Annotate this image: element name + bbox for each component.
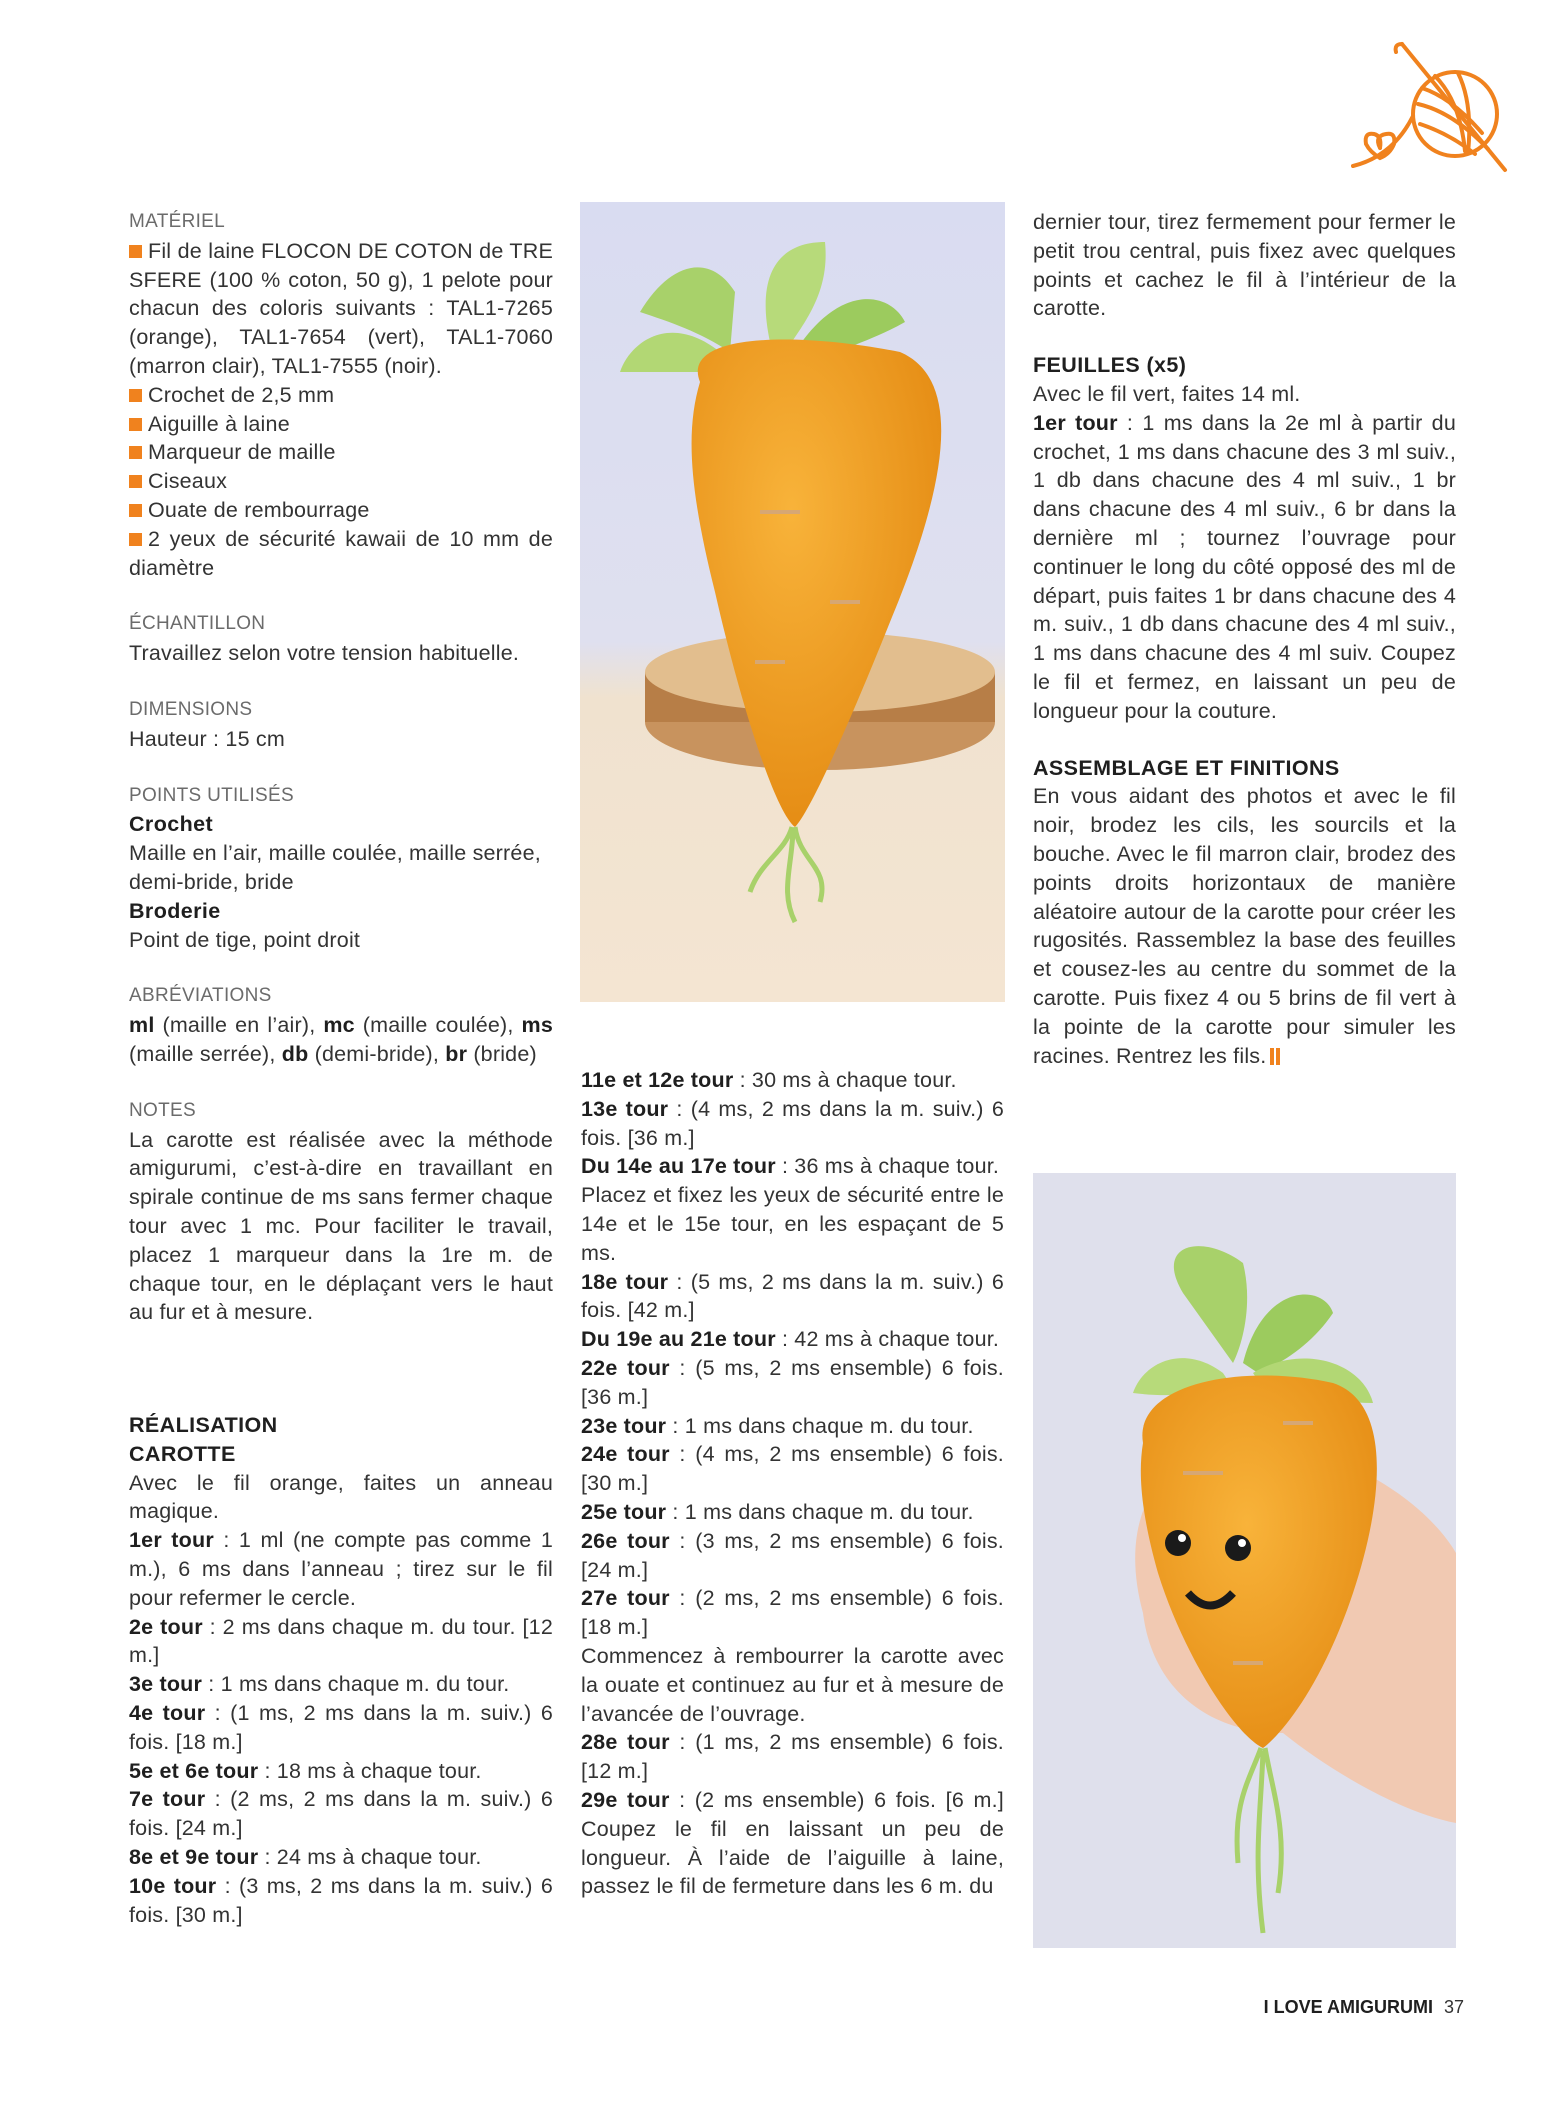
materiel-item: 2 yeux de sécurité kawaii de 10 mm de diamètre bbox=[129, 526, 553, 580]
carotte-intro: Avec le fil orange, faites un anneau magique. bbox=[129, 1470, 553, 1524]
carrot-photo-2 bbox=[1033, 1173, 1456, 1948]
round-item: 8e et 9e tour : 24 ms à chaque tour. bbox=[129, 1845, 482, 1870]
notes-heading: NOTES bbox=[129, 1099, 196, 1121]
echantillon-text: Travaillez selon votre tension habituelle. bbox=[129, 641, 520, 666]
round-item: 13e tour : (4 ms, 2 ms dans la m. suiv.) 6 fois. [36 m.] bbox=[581, 1096, 1004, 1150]
round-item: 1er tour : 1 ms dans la 2e ml à partir du crochet, 1 ms dans chacune des 3 ml suiv., 1 db dans chacune des 4 ml suiv., 1 br dans chacune des 4 ml suiv., 6 br dans la dernière ml ; tournez l’ouvrage pour continuer le long du côté opposé des ml de départ, puis faites 1 br dans chacune des 4 m. suiv., 1 db dans chacune des 4 ml suiv., 1 ms dans chacune des 4 ml suiv. Coupez le fil et fermez, en laissant un peu de longueur pour la couture. bbox=[1033, 410, 1456, 723]
page-number: 37 bbox=[1443, 1997, 1464, 2017]
instruction-text: Placez et fixez les yeux de sécurité entre le 14e et le 15e tour, en les espaçant de 5 ms. bbox=[581, 1183, 1004, 1265]
column-2 bbox=[581, 1066, 1004, 1901]
column-1 bbox=[129, 208, 553, 1929]
round-item: 24e tour : (4 ms, 2 ms ensemble) 6 fois. [30 m.] bbox=[581, 1442, 1004, 1496]
round-item: 23e tour : 1 ms dans chaque m. du tour. bbox=[581, 1413, 974, 1438]
bullet-icon bbox=[129, 418, 142, 431]
round-item: Du 19e au 21e tour : 42 ms à chaque tour. bbox=[581, 1327, 1000, 1352]
page-footer bbox=[1264, 1997, 1464, 2018]
crochet-label: Crochet bbox=[129, 812, 214, 837]
instruction-text: Commencez à rembourrer la carotte avec la ouate et continuez au fur et à mesure de l’avancée de l’ouvrage. bbox=[581, 1643, 1004, 1726]
round-item: 29e tour : (2 ms ensemble) 6 fois. [6 m.] Coupez le fil en laissant un peu de longueur. À l’aide de l’aiguille à laine, passez le fil de fermeture dans les 6 m. du bbox=[581, 1787, 1004, 1899]
materiel-heading: MATÉRIEL bbox=[129, 211, 226, 232]
bullet-icon bbox=[129, 504, 142, 517]
round-item: 5e et 6e tour : 18 ms à chaque tour. bbox=[129, 1758, 482, 1783]
abreviations-text: ml (maille en l’air), mc (maille coulée), ms (maille serrée), db (demi-bride), br (bride) bbox=[129, 1013, 554, 1066]
round-item: 22e tour : (5 ms, 2 ms ensemble) 6 fois. [36 m.] bbox=[581, 1355, 1004, 1409]
round-item: 27e tour : (2 ms, 2 ms ensemble) 6 fois. [18 m.] bbox=[581, 1586, 1004, 1640]
round-item: 7e tour : (2 ms, 2 ms dans la m. suiv.) 6 fois. [24 m.] bbox=[129, 1787, 553, 1841]
bullet-icon bbox=[129, 533, 142, 546]
round-item: 11e et 12e tour : 30 ms à chaque tour. bbox=[581, 1068, 957, 1092]
round-item: Du 14e au 17e tour : 36 ms à chaque tour. bbox=[581, 1154, 1000, 1179]
dimensions-heading: DIMENSIONS bbox=[129, 698, 253, 720]
materiel-item: Ciseaux bbox=[129, 467, 553, 496]
assemblage-heading: ASSEMBLAGE ET FINITIONS bbox=[1033, 755, 1340, 780]
round-item: 25e tour : 1 ms dans chaque m. du tour. bbox=[581, 1499, 974, 1524]
round-item: 18e tour : (5 ms, 2 ms dans la m. suiv.) 6 fois. [42 m.] bbox=[581, 1269, 1004, 1323]
materiel-item: Fil de laine FLOCON DE COTON de TRE SFERE (100 % coton, 50 g), 1 pelote pour chacun des coloris suivants : TAL1-7265 (orange), TAL1-7654 (vert), TAL1-7060 (marron clair), TAL1-7555 (noir). bbox=[129, 238, 553, 378]
bullet-icon bbox=[129, 446, 142, 459]
materiel-item: Aiguille à laine bbox=[129, 410, 553, 439]
round-item: 1er tour : 1 ml (ne compte pas comme 1 m.), 6 ms dans l’anneau ; tirez sur le fil pour refermer le cercle. bbox=[129, 1528, 553, 1610]
round-item: 3e tour : 1 ms dans chaque m. du tour. bbox=[129, 1672, 510, 1697]
bullet-icon bbox=[129, 389, 142, 402]
continuation-text: dernier tour, tirez fermement pour fermer le petit trou central, puis fixez avec quelques points et cachez le fil à l’intérieur de la carotte. bbox=[1033, 210, 1456, 321]
broderie-label: Broderie bbox=[129, 898, 221, 923]
magazine-title: I LOVE AMIGURUMI bbox=[1263, 1997, 1433, 2017]
carotte-heading: CAROTTE bbox=[129, 1441, 236, 1466]
carrot-illustration bbox=[580, 202, 1005, 1002]
yarn-ball-logo bbox=[1340, 36, 1520, 181]
dimensions-text: Hauteur : 15 cm bbox=[129, 726, 285, 751]
feuilles-intro: Avec le fil vert, faites 14 ml. bbox=[1033, 381, 1301, 406]
crochet-text: Maille en l’air, maille coulée, maille serrée, demi-bride, bride bbox=[129, 841, 541, 894]
column-3 bbox=[1033, 208, 1456, 1072]
abreviations-heading: ABRÉVIATIONS bbox=[129, 985, 272, 1007]
round-item: 10e tour : (3 ms, 2 ms dans la m. suiv.) 6 fois. [30 m.] bbox=[129, 1873, 553, 1927]
round-item: 4e tour : (1 ms, 2 ms dans la m. suiv.) 6 fois. [18 m.] bbox=[129, 1701, 553, 1754]
round-item: 2e tour : 2 ms dans chaque m. du tour. [12 m.] bbox=[129, 1614, 553, 1668]
materiel-item: Crochet de 2,5 mm bbox=[129, 381, 553, 410]
broderie-text: Point de tige, point droit bbox=[129, 927, 361, 952]
bullet-icon bbox=[129, 245, 142, 258]
echantillon-heading: ÉCHANTILLON bbox=[129, 613, 266, 635]
round-item: 28e tour : (1 ms, 2 ms ensemble) 6 fois. [12 m.] bbox=[581, 1730, 1004, 1784]
materiel-item: Ouate de rembourrage bbox=[129, 496, 553, 525]
assemblage-text: En vous aidant des photos et avec le fil noir, brodez les cils, les sourcils et la bouche. Avec le fil marron clair, brodez des points droits horizontaux de manière aléatoire autour de la carotte pour créer les rugosités. Rassemblez la base des feuilles et cousez-les au centre du sommet de la carotte. Puis fixez 4 ou 5 brins de fil vert à la pointe de la carotte pour simuler les racines. Rentrez les fils. bbox=[1033, 782, 1456, 1072]
points-heading: POINTS UTILISÉS bbox=[129, 784, 294, 806]
realisation-heading: RÉALISATION bbox=[129, 1413, 278, 1438]
carrot-hand-illustration bbox=[1033, 1173, 1456, 1948]
materiel-item: Marqueur de maille bbox=[129, 438, 553, 467]
round-item: 26e tour : (3 ms, 2 ms ensemble) 6 fois. [24 m.] bbox=[581, 1528, 1004, 1582]
carrot-photo-1 bbox=[580, 202, 1005, 1002]
bullet-icon bbox=[129, 475, 142, 488]
feuilles-heading: FEUILLES (x5) bbox=[1033, 353, 1187, 378]
notes-text: La carotte est réalisée avec la méthode amigurumi, c’est-à-dire en travaillant en spirale continue de ms sans fermer chaque tour avec 1 mc. Pour faciliter le travail, placez 1 marqueur dans la 1re m. de chaque tour, en le déplaçant vers le haut au fur et à mesure. bbox=[129, 1127, 553, 1325]
end-mark-icon bbox=[1270, 1044, 1282, 1073]
